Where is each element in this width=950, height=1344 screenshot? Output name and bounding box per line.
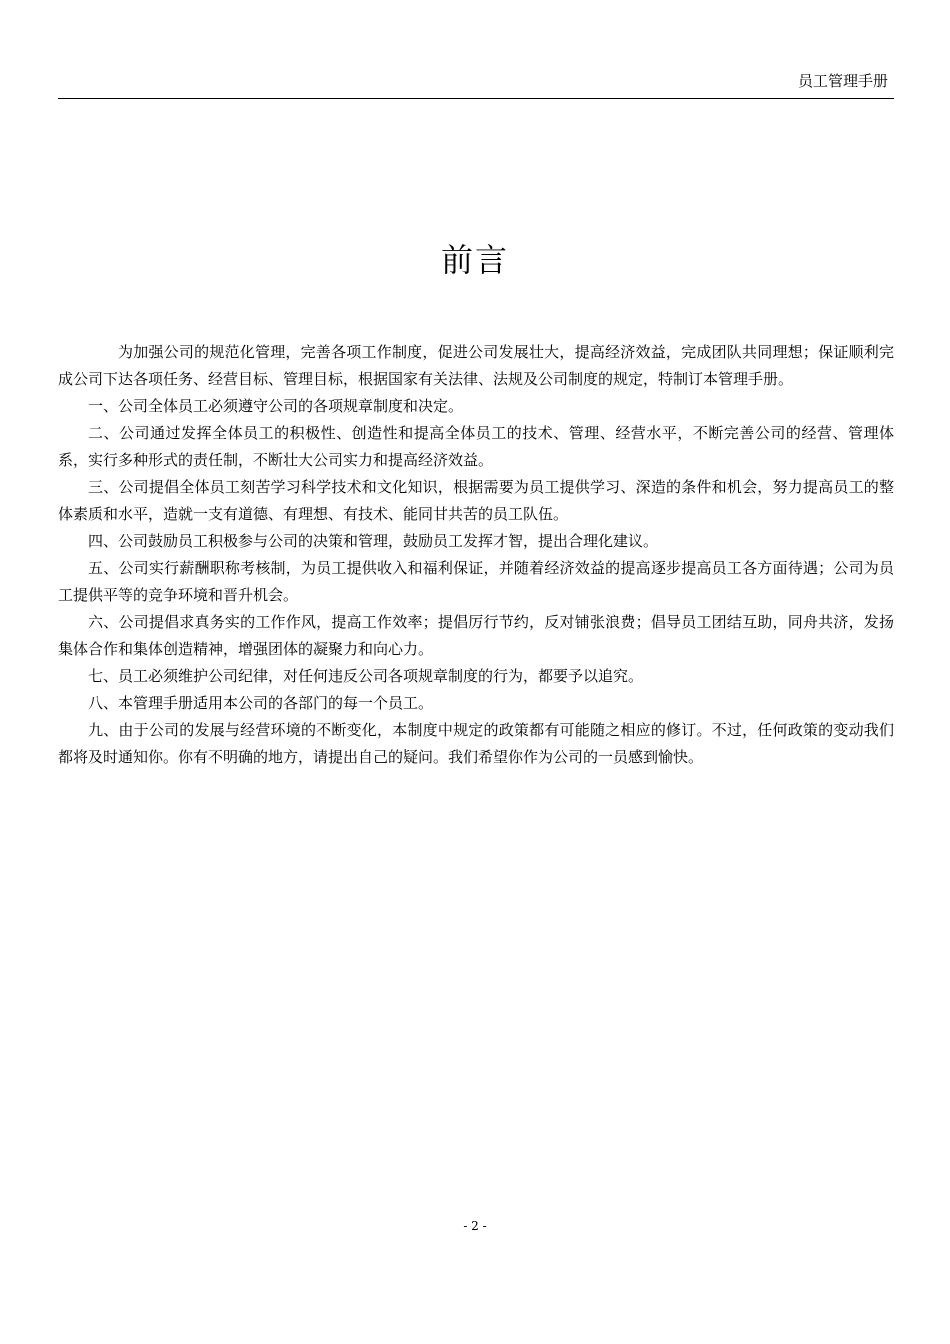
- clause-5: 五、公司实行薪酬职称考核制，为员工提供收入和福利保证，并随着经济效益的提高逐步提高员工各方面待遇；公司为员工提供平等的竞争环境和晋升机会。: [58, 559, 894, 604]
- intro-paragraph: 为加强公司的规范化管理，完善各项工作制度，促进公司发展壮大，提高经济效益，完成团队共同理想；保证顺利完成公司下达各项任务、经营目标、管理目标，根据国家有关法律、法规及公司制度的规定，特制订本管理手册。: [58, 343, 894, 388]
- page-title: 前言: [440, 241, 509, 279]
- page-number: - 2 -: [463, 1219, 487, 1233]
- clause-6: 六、公司提倡求真务实的工作作风，提高工作效率；提倡厉行节约，反对铺张浪费；倡导员工团结互助，同舟共济，发扬集体合作和集体创造精神，增强团体的凝聚力和向心力。: [58, 613, 894, 658]
- clause-3: 三、公司提倡全体员工刻苦学习科学技术和文化知识，根据需要为员工提供学习、深造的条件和机会，努力提高员工的整体素质和水平，造就一支有道德、有理想、有技术、能同甘共苦的员工队伍。: [58, 478, 894, 523]
- clause-4: 四、公司鼓励员工积极参与公司的决策和管理，鼓励员工发挥才智，提出合理化建议。: [88, 532, 659, 550]
- clause-2: 二、公司通过发挥全体员工的积极性、创造性和提高全体员工的技术、管理、经营水平，不断完善公司的经营、管理体系，实行多种形式的责任制，不断壮大公司实力和提高经济效益。: [58, 424, 894, 469]
- running-header: 员工管理手册: [797, 72, 888, 90]
- clause-1: 一、公司全体员工必须遵守公司的各项规章制度和决定。: [88, 397, 464, 415]
- body-text: [58, 339, 894, 771]
- header-divider: [58, 98, 894, 99]
- clause-8: 八、本管理手册适用本公司的各部门的每一个员工。: [88, 694, 434, 712]
- clause-7: 七、员工必须维护公司纪律，对任何违反公司各项规章制度的行为，都要予以追究。: [88, 667, 644, 685]
- clause-9: 九、由于公司的发展与经营环境的不断变化，本制度中规定的政策都有可能随之相应的修订。不过，任何政策的变动我们都将及时通知你。你有不明确的地方，请提出自己的疑问。我们希望你作为公司的一员感到愉快。: [58, 721, 894, 766]
